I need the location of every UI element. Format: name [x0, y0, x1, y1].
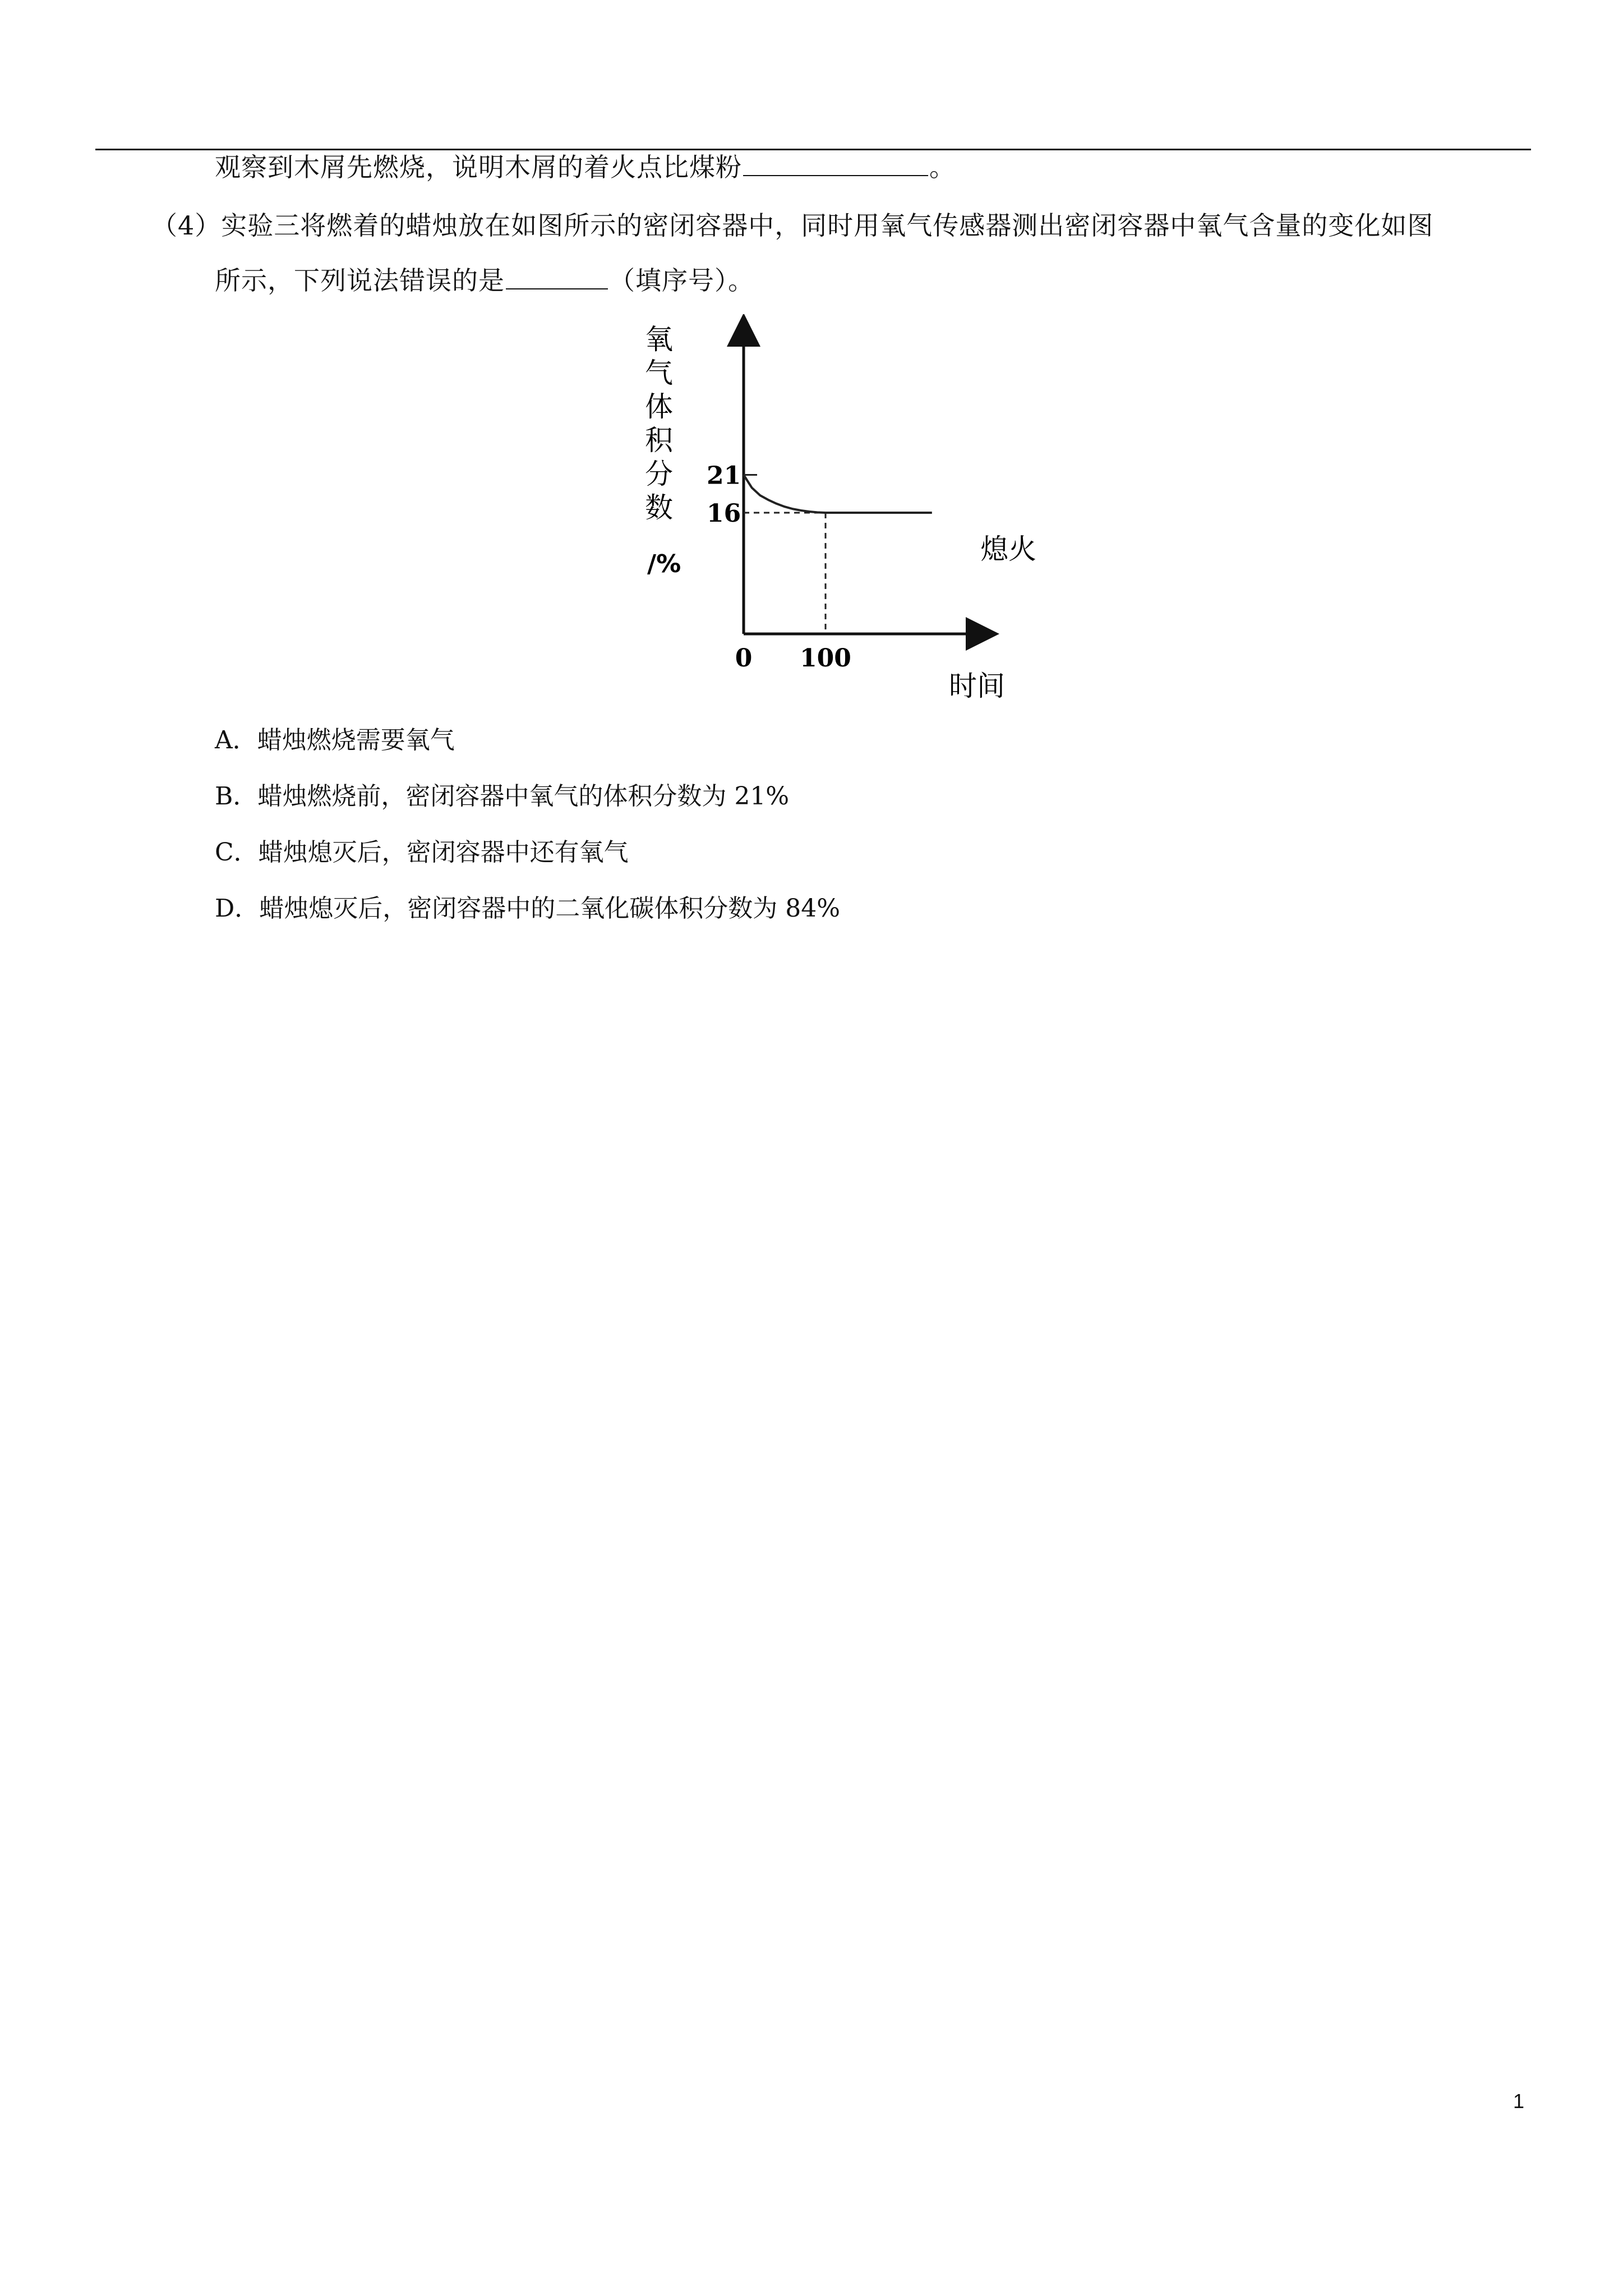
svg-text:气: 气 — [645, 357, 673, 389]
line1-text: 观察到木屑先燃烧，说明木屑的着火点比煤粉 — [215, 152, 742, 182]
x-tick-label-1: 100 — [800, 644, 851, 673]
line1-end: 。 — [929, 152, 956, 182]
option-b: B．蜡烛燃烧前，密闭容器中氧气的体积分数为 21% — [215, 782, 790, 811]
svg-text:氧: 氧 — [645, 323, 673, 356]
y-axis-unit: /% — [647, 550, 681, 578]
x-tick-label-0: 0 — [735, 644, 753, 673]
question-4-text: 实验三将燃着的蜡烛放在如图所示的密闭容器中，同时用氧气传感器测出密闭容器中氧气含量的变化如图 — [221, 210, 1434, 241]
option-c: C．蜡烛熄灭后，密闭容器中还有氧气 — [215, 838, 629, 867]
answer-blank-1[interactable] — [743, 173, 928, 176]
question-4-line-1 — [151, 209, 1433, 242]
y-tick-label-1: 16 — [707, 499, 741, 528]
page-number: 1 — [1513, 2090, 1525, 2113]
question-4-end: （填序号）。 — [609, 265, 754, 296]
answer-blank-2[interactable] — [506, 286, 608, 289]
svg-text:体: 体 — [645, 390, 673, 423]
svg-text:分: 分 — [645, 458, 673, 490]
option-a: A．蜡烛燃烧需要氧气 — [215, 726, 455, 754]
option-d: D．蜡烛熄灭后，密闭容器中的二氧化碳体积分数为 84% — [215, 894, 841, 923]
question-4-text-2: 所示，下列说法错误的是 — [215, 265, 505, 296]
y-tick-label-0: 21 — [707, 461, 741, 490]
series-line-0 — [744, 475, 932, 513]
oxygen-chart — [634, 314, 1038, 707]
question-4-line-2 — [215, 264, 754, 297]
annotation-label: 熄火 — [980, 533, 1036, 565]
chart-plot — [707, 462, 932, 673]
svg-text:积: 积 — [645, 424, 673, 457]
x-axis-label: 时间 — [949, 670, 1005, 702]
svg-text:数: 数 — [645, 491, 673, 524]
y-axis-label — [645, 323, 681, 578]
question-3-tail — [215, 150, 956, 184]
question-4-number: （4） — [151, 210, 222, 241]
